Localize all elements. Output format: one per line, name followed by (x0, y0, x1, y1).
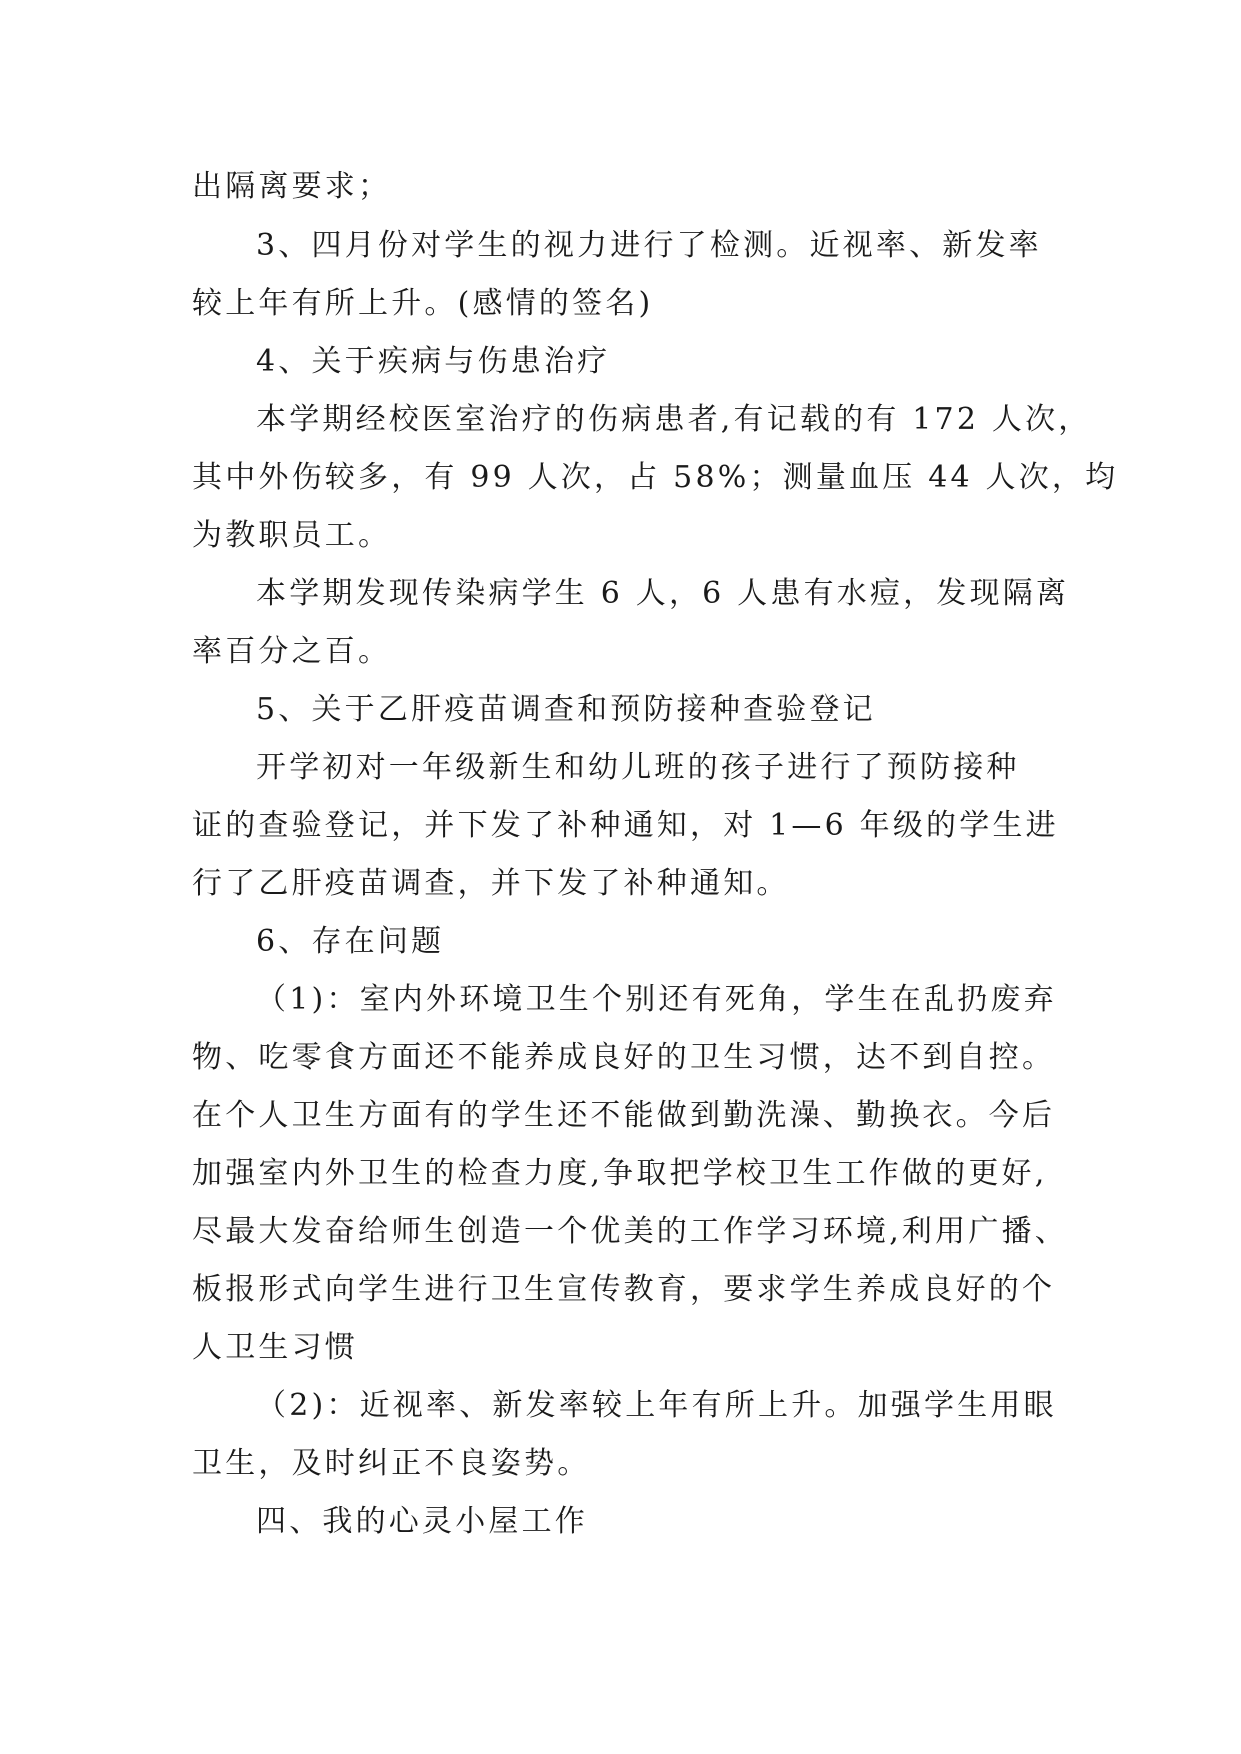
text-line: 本学期发现传染病学生 6 人，6 人患有水痘，发现隔离 (256, 576, 1070, 611)
text-line: 板报形式向学生进行卫生宣传教育，要求学生养成良好的个 (192, 1272, 1056, 1307)
text-line: 行了乙肝疫苗调查，并下发了补种通知。 (192, 866, 790, 901)
section-heading: 四、我的心灵小屋工作 (256, 1504, 588, 1539)
text-line: （2)：近视率、新发率较上年有所上升。加强学生用眼 (256, 1388, 1057, 1423)
text-line: 本学期经校医室治疗的伤病患者,有记载的有 172 人次， (256, 402, 1092, 437)
text-line: 出隔离要求； (192, 169, 392, 204)
text-line: 率百分之百。 (192, 634, 392, 669)
text-line: 开学初对一年级新生和幼儿班的孩子进行了预防接种 (256, 750, 1020, 785)
text-line: 为教职员工。 (192, 518, 392, 553)
text-line: （1)：室内外环境卫生个别还有死角，学生在乱扔废弃 (256, 982, 1057, 1017)
text-line: 人卫生习惯 (192, 1330, 358, 1365)
text-line: 证的查验登记，并下发了补种通知，对 1—6 年级的学生进 (192, 808, 1059, 843)
section-heading: 4、关于疾病与伤患治疗 (256, 344, 611, 379)
text-line: 物、吃零食方面还不能养成良好的卫生习惯，达不到自控。 (192, 1040, 1056, 1075)
text-line: 较上年有所上升。(感情的签名) (192, 286, 654, 321)
text-line: 在个人卫生方面有的学生还不能做到勤洗澡、勤换衣。今后 (192, 1098, 1056, 1133)
text-line: 3、四月份对学生的视力进行了检测。近视率、新发率 (256, 228, 1042, 263)
text-line: 尽最大发奋给师生创造一个优美的工作学习环境,利用广播、 (192, 1214, 1068, 1249)
section-heading: 6、存在问题 (256, 924, 445, 959)
text-line: 其中外伤较多，有 99 人次，占 58%；测量血压 44 人次，均 (192, 460, 1119, 495)
text-line: 卫生，及时纠正不良姿势。 (192, 1446, 591, 1481)
section-heading: 5、关于乙肝疫苗调查和预防接种查验登记 (256, 692, 876, 727)
text-line: 加强室内外卫生的检查力度,争取把学校卫生工作做的更好, (192, 1156, 1048, 1191)
